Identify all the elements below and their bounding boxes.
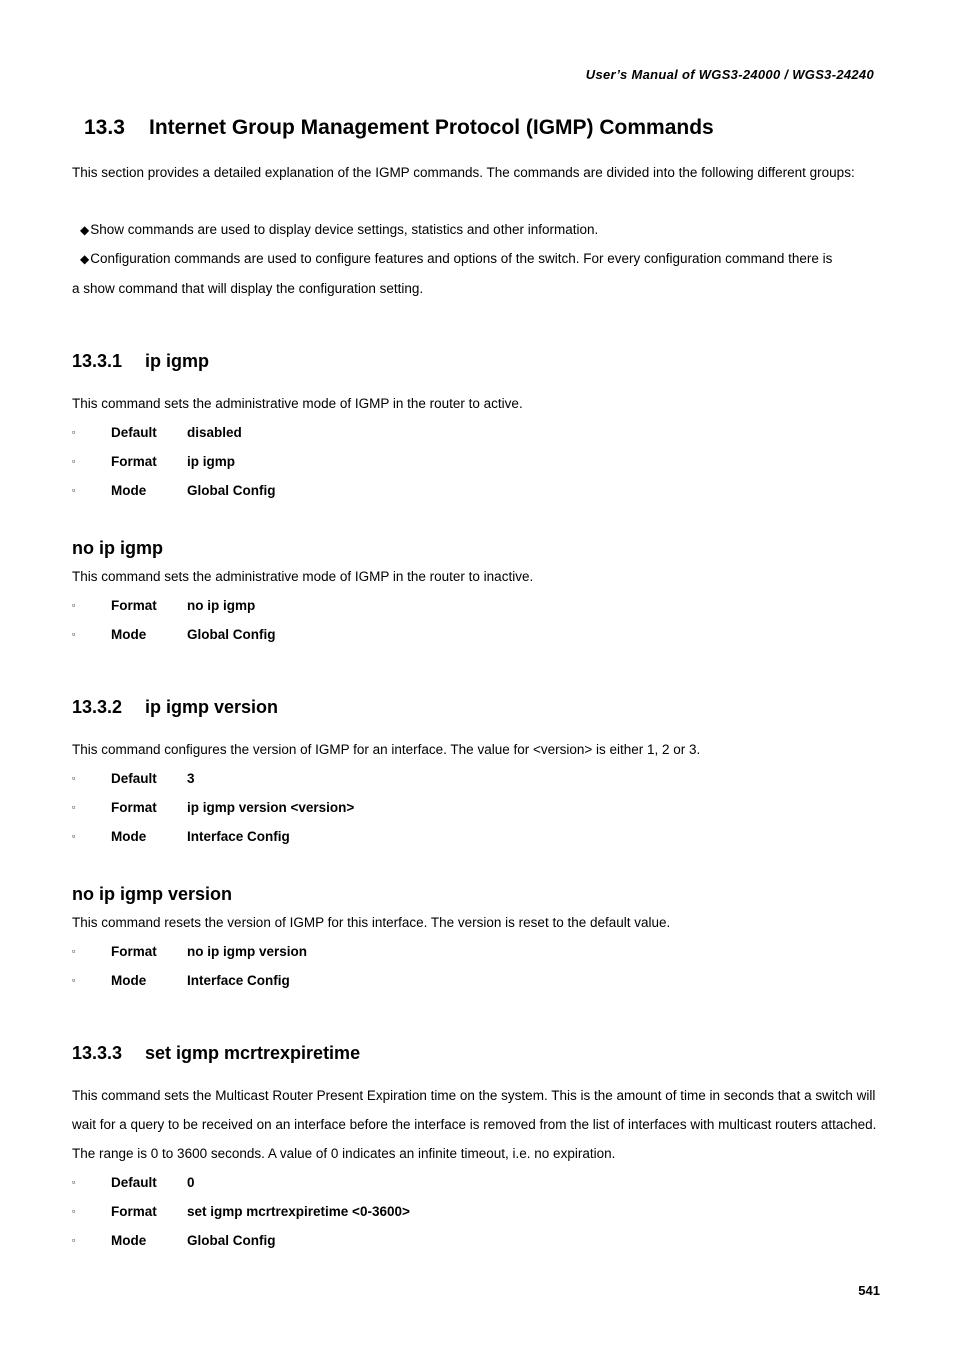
command-description: This command configures the version of IGMP for an interface. The value for <version> is either 1, 2 or 3. (72, 742, 701, 757)
property-value: set igmp mcrtrexpiretime <0-3600> (187, 1204, 410, 1219)
property-value: ip igmp version <version> (187, 800, 355, 815)
bullet-item (80, 222, 598, 237)
property-key: Format (111, 454, 157, 469)
command-description: This command sets the Multicast Router Present Expiration time on the system. This is the amount of time in seconds that a switch will wait for a query to be received on an interface before the interface is removed from the list of interfaces with multicast routers attached. The range is 0 to 3600 seconds. A value of 0 indicates an infinite timeout, i.e. no expiration. (72, 1088, 877, 1161)
square-bullet-icon: ▫ (72, 427, 76, 437)
square-bullet-icon: ▫ (72, 1177, 76, 1187)
intro-paragraph: This section provides a detailed explanation of the IGMP commands. The commands are divided into the following different groups: (72, 165, 855, 180)
square-bullet-icon: ▫ (72, 773, 76, 783)
property-key: Format (111, 800, 157, 815)
property-value: 3 (187, 771, 195, 786)
property-key: Default (111, 1175, 157, 1190)
property-value: Global Config (187, 627, 276, 642)
property-key: Mode (111, 1233, 147, 1248)
property-value: Global Config (187, 483, 276, 498)
command-description: This command resets the version of IGMP for this interface. The version is reset to the default value. (72, 915, 671, 930)
command-heading: no ip igmp version (72, 884, 233, 904)
property-value: no ip igmp version (187, 944, 308, 959)
bullet-item (80, 251, 832, 266)
subsection-number: 13.3.2 (72, 697, 123, 717)
property-key: Default (111, 771, 157, 786)
subsection-number: 13.3.3 (72, 1043, 123, 1063)
subsection-heading (72, 697, 278, 718)
property-key: Mode (111, 627, 147, 642)
square-bullet-icon: ▫ (72, 456, 76, 466)
square-bullet-icon: ▫ (72, 485, 76, 495)
property-key: Format (111, 1204, 157, 1219)
property-key: Mode (111, 829, 147, 844)
square-bullet-icon: ▫ (72, 802, 76, 812)
subsection-number: 13.3.1 (72, 351, 123, 371)
section-number: 13.3 (84, 116, 125, 139)
running-header: User’s Manual of WGS3-24000 / WGS3-24240 (585, 67, 874, 82)
square-bullet-icon: ▫ (72, 1206, 76, 1216)
property-key: Format (111, 944, 157, 959)
property-value: Global Config (187, 1233, 276, 1248)
diamond-bullet-icon: ◆ (80, 223, 90, 237)
section-title: Internet Group Management Protocol (IGMP) Commands (149, 116, 714, 139)
command-description: This command sets the administrative mode of IGMP in the router to inactive. (72, 569, 534, 584)
square-bullet-icon: ▫ (72, 975, 76, 985)
property-value: Interface Config (187, 973, 290, 988)
square-bullet-icon: ▫ (72, 629, 76, 639)
property-value: no ip igmp (187, 598, 256, 613)
subsection-heading (72, 351, 209, 372)
subsection-title: set igmp mcrtrexpiretime (145, 1043, 361, 1063)
subsection-title: ip igmp version (145, 697, 279, 717)
page-number: 541 (858, 1283, 880, 1298)
square-bullet-icon: ▫ (72, 1235, 76, 1245)
command-heading: no ip igmp (72, 538, 163, 558)
property-key: Mode (111, 973, 147, 988)
command-description: This command sets the administrative mode of IGMP in the router to active. (72, 396, 523, 411)
property-value: ip igmp (187, 454, 235, 469)
diamond-bullet-icon: ◆ (80, 252, 90, 266)
bullet-text: Show commands are used to display device settings, statistics and other information. (90, 222, 599, 237)
property-key: Default (111, 425, 157, 440)
property-value: 0 (187, 1175, 195, 1190)
property-key: Format (111, 598, 157, 613)
property-value: disabled (187, 425, 242, 440)
square-bullet-icon: ▫ (72, 946, 76, 956)
square-bullet-icon: ▫ (72, 600, 76, 610)
subsection-heading (72, 1043, 360, 1064)
property-value: Interface Config (187, 829, 290, 844)
bullet-text: Configuration commands are used to configure features and options of the switch. For every configuration command there is (90, 251, 833, 266)
bullet-continuation: a show command that will display the configuration setting. (72, 281, 424, 296)
property-key: Mode (111, 483, 147, 498)
section-heading (84, 116, 714, 140)
square-bullet-icon: ▫ (72, 831, 76, 841)
subsection-title: ip igmp (145, 351, 209, 371)
